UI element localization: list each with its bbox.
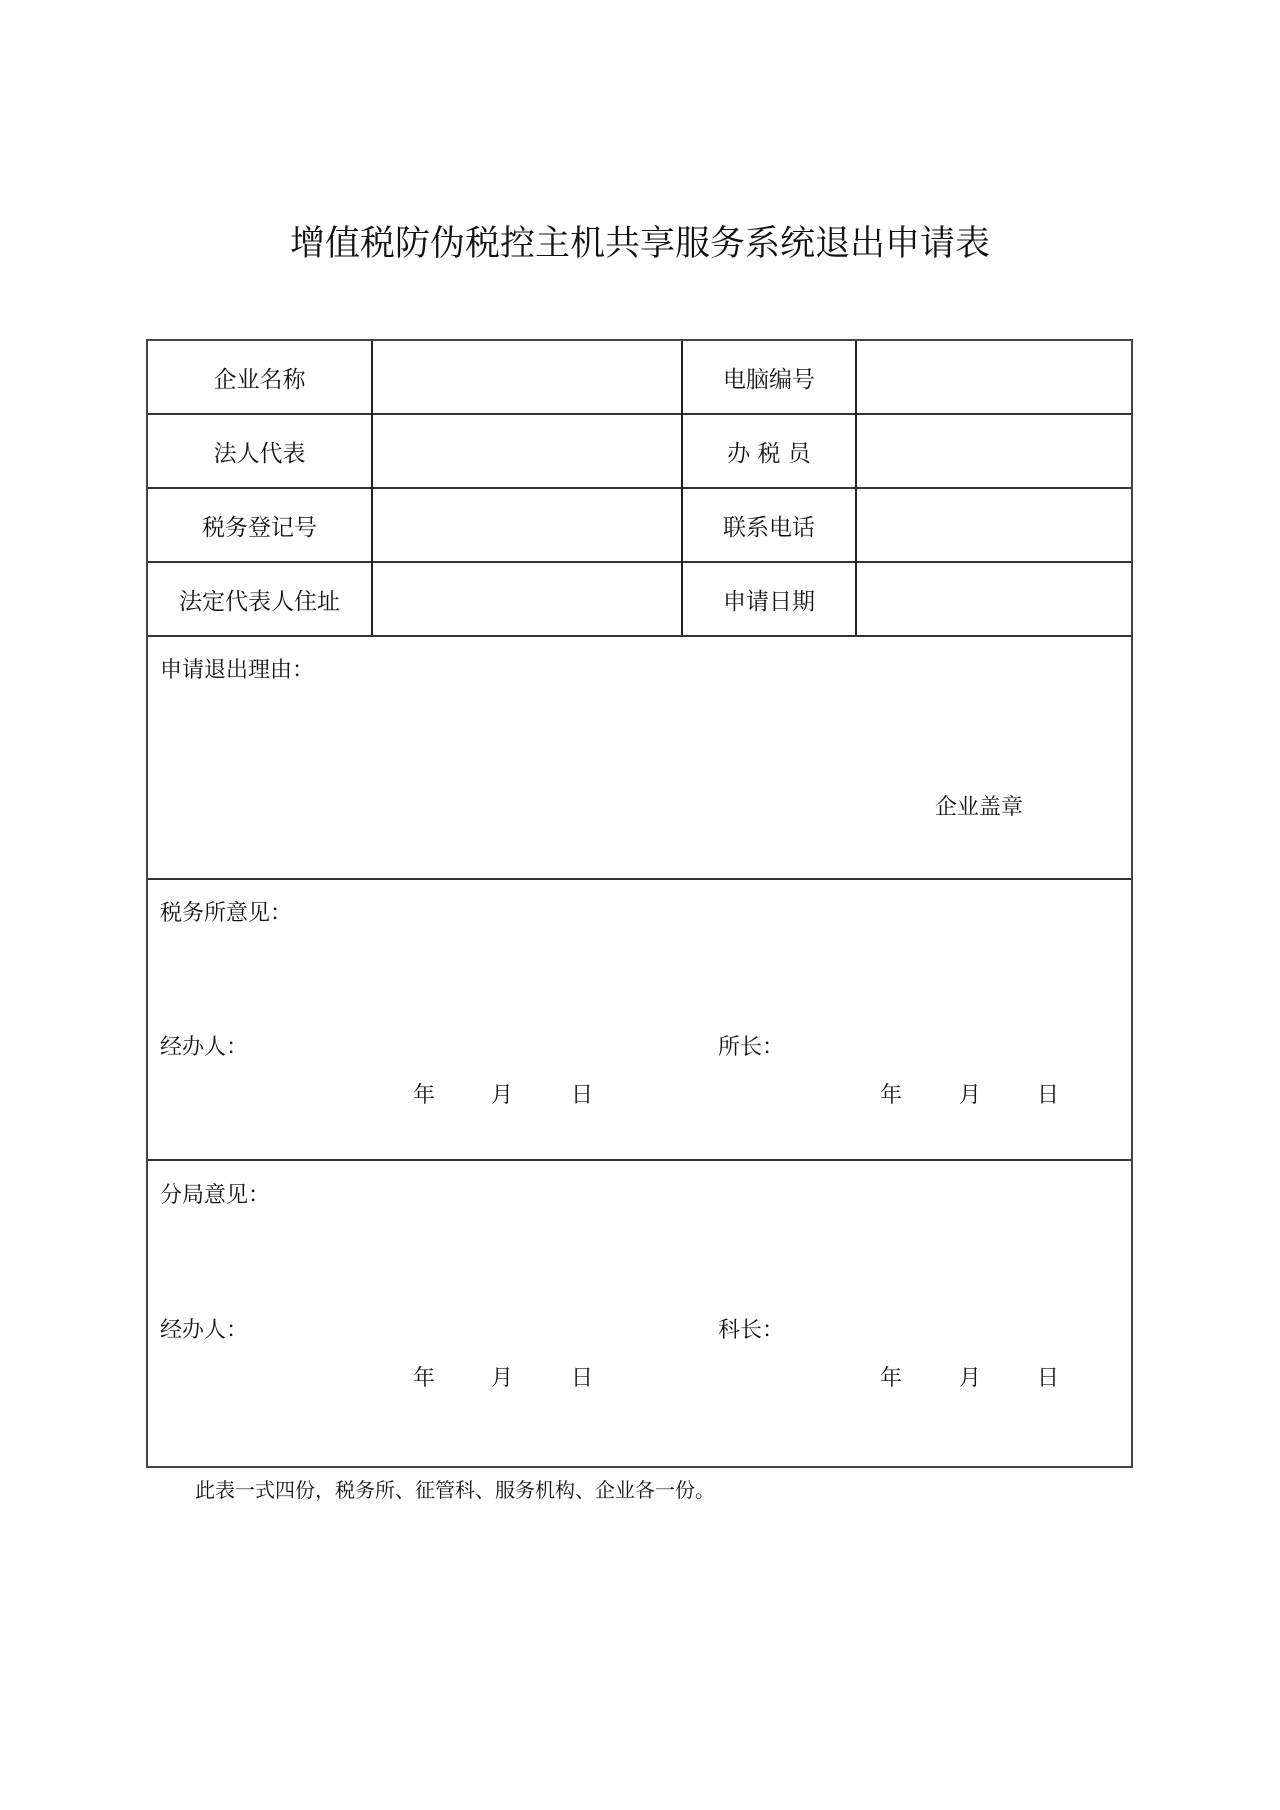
tax-office-handler-date-month: 月 — [491, 1083, 514, 1108]
label-tax-clerk: 办 税 员 — [727, 440, 811, 467]
section-divider — [148, 1159, 1131, 1161]
exit-reason-field[interactable] — [160, 691, 1110, 791]
label-tax-registration-number: 税务登记号 — [202, 514, 317, 541]
section-chief-date-day: 日 — [1037, 1366, 1060, 1391]
company-name-field[interactable] — [373, 341, 681, 413]
section-chief-date-year: 年 — [880, 1366, 903, 1391]
tax-office-opinion-field[interactable] — [160, 933, 1110, 1013]
section-chief-date-month: 月 — [959, 1366, 982, 1391]
label-legal-representative: 法人代表 — [213, 440, 306, 467]
application-date-field[interactable] — [857, 563, 1131, 635]
tax-office-handler-date-year: 年 — [413, 1083, 436, 1108]
branch-opinion-field[interactable] — [160, 1215, 1110, 1295]
branch-handler-date-year: 年 — [413, 1366, 436, 1391]
label-tax-office-opinion: 税务所意见： — [160, 901, 293, 926]
label-section-chief: 科长： — [718, 1318, 785, 1343]
footer-note: 此表一式四份，税务所、征管科、服务机构、企业各一份。 — [195, 1478, 715, 1502]
label-computer-number: 电脑编号 — [723, 366, 815, 393]
branch-handler-date-day: 日 — [571, 1366, 594, 1391]
label-application-date: 申请日期 — [723, 588, 815, 615]
legal-representative-field[interactable] — [373, 415, 681, 487]
label-tax-office-handler: 经办人： — [160, 1035, 249, 1060]
section-divider — [148, 878, 1131, 880]
page-title: 增值税防伪税控主机共享服务系统退出申请表 — [289, 224, 990, 264]
label-legal-rep-address: 法定代表人住址 — [179, 588, 340, 615]
computer-number-field[interactable] — [857, 341, 1131, 413]
tax-office-director-date-day: 日 — [1037, 1083, 1060, 1108]
label-branch-handler: 经办人： — [160, 1318, 249, 1343]
branch-handler-date-month: 月 — [491, 1366, 514, 1391]
label-tax-office-director: 所长： — [718, 1035, 785, 1060]
label-contact-phone: 联系电话 — [723, 514, 815, 541]
tax-clerk-field[interactable] — [857, 415, 1131, 487]
label-exit-reason: 申请退出理由： — [160, 658, 315, 683]
label-company-seal: 企业盖章 — [935, 795, 1024, 820]
application-form-table — [146, 339, 1133, 1468]
label-company-name: 企业名称 — [213, 366, 306, 393]
label-branch-opinion: 分局意见： — [160, 1183, 271, 1208]
contact-phone-field[interactable] — [857, 489, 1131, 561]
tax-office-handler-date-day: 日 — [571, 1083, 594, 1108]
tax-office-director-date-year: 年 — [880, 1083, 903, 1108]
row-divider — [148, 635, 1131, 637]
tax-registration-number-field[interactable] — [373, 489, 681, 561]
tax-office-director-date-month: 月 — [959, 1083, 982, 1108]
legal-rep-address-field[interactable] — [373, 563, 681, 635]
